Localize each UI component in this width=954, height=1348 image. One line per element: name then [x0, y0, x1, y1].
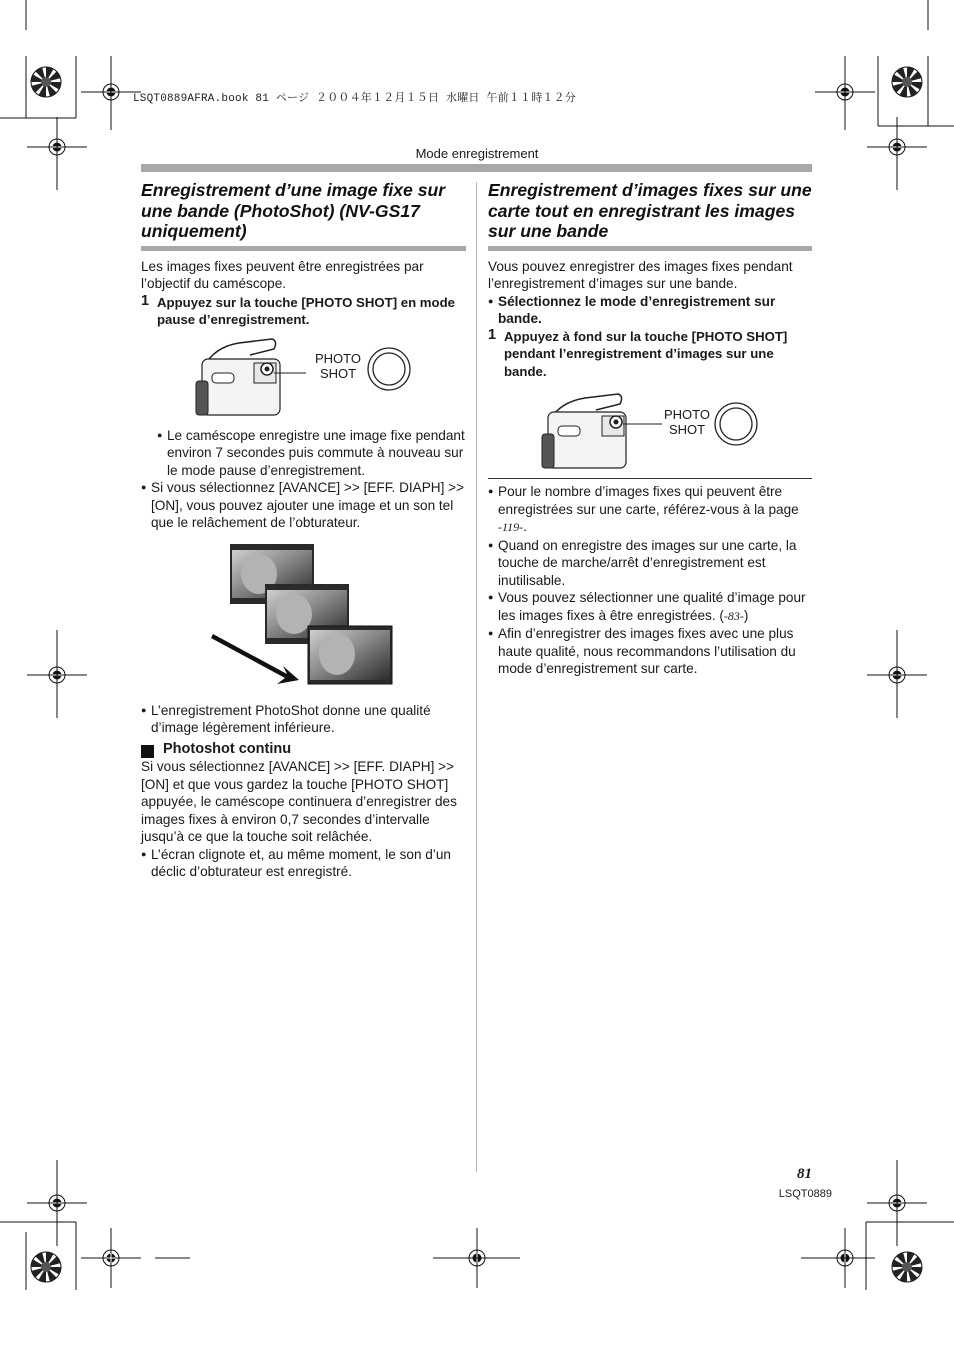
note-text: )	[743, 607, 749, 623]
right-step-text: Appuyez à fond sur la touche [PHOTO SHOT] pendant l’enregistrement d’images sur une bande.	[504, 328, 788, 379]
photo-label-line2: SHOT	[668, 422, 706, 437]
left-bullet-1: ● Le caméscope enregistre une image fixe pendant environ 7 secondes puis commute à nouveau sur le mode pause d’enregistrement.	[157, 427, 466, 480]
model-code: LSQT0889	[778, 1188, 832, 1200]
left-step-text: Appuyez sur la touche [PHOTO SHOT] en mode pause d’enregistrement.	[157, 294, 455, 327]
right-section-title: Enregistrement d’images fixes sur une carte tout en enregistrant les images sur une bande	[488, 180, 812, 241]
photoshot-sequence-illustration	[141, 544, 466, 694]
left-intro: Les images fixes peuvent être enregistrées par l’objectif du caméscope.	[141, 258, 424, 291]
right-column	[488, 180, 812, 678]
right-note-1	[488, 483, 812, 537]
right-note-3	[488, 589, 812, 625]
note-text: .	[523, 519, 527, 534]
photo-shot-label-right	[661, 407, 713, 437]
page-header: Mode enregistrement	[415, 146, 539, 161]
photo-shot-label-left	[312, 351, 364, 381]
photo-label-line1: PHOTO	[315, 350, 361, 366]
photoshot-continu-heading: Photoshot continu	[141, 741, 466, 759]
right-note-4: ● Afin d’enregistrer des images fixes avec une plus haute qualité, nous recommandons l’utilisation du mode d’enregistrement sur carte.	[488, 625, 812, 678]
camcorder-illustration-right	[488, 392, 812, 472]
right-title-rule	[488, 246, 812, 251]
notes-rule	[488, 478, 812, 479]
header-bar	[141, 164, 812, 172]
left-step-number: 1	[141, 292, 150, 309]
note-text: Pour le nombre d’images fixes qui peuvent être enregistrées sur une carte, référez-vous à la page	[498, 484, 799, 517]
left-step-1	[141, 294, 466, 329]
photo-shot-button-icon	[713, 401, 759, 447]
right-step-1	[488, 328, 812, 381]
photo-label-line1: PHOTO	[664, 407, 710, 422]
left-paragraph: Si vous sélectionnez [AVANCE] >> [EFF. DIAPH] >> [ON] et que vous gardez la touche [PHOTO SHOT] appuyée, le caméscope continuera d’enregistrer des images fixes à environ 0,7 secondes d’intervalle jusqu’à ce que la touche soit relâchée.	[141, 759, 457, 844]
right-intro: Vous pouvez enregistrer des images fixes pendant l’enregistrement d’images sur une bande.	[488, 258, 793, 291]
page-number: 81	[797, 1166, 812, 1182]
right-bullet-bold: ● Sélectionnez le mode d’enregistrement sur bande.	[488, 293, 812, 328]
photo-label-line2: SHOT	[319, 365, 357, 381]
left-title-rule	[141, 246, 466, 251]
left-bullet-4: ● L’écran clignote et, au même moment, le son d’un déclic d’obturateur est enregistré.	[141, 846, 466, 881]
right-step-number: 1	[488, 326, 497, 343]
right-note-2: ● Quand on enregistre des images sur une carte, la touche de marche/arrêt d’enregistrement est inutilisable.	[488, 537, 812, 590]
left-bullet-2: ● Si vous sélectionnez [AVANCE] >> [EFF. DIAPH] >> [ON], vous pouvez ajouter une image et un son tel que le relâchement de l’obturateur.	[141, 479, 466, 532]
page-ref: -83-	[723, 608, 744, 623]
page-ref: -119-	[498, 520, 524, 534]
left-bullet-3: ● L’enregistrement PhotoShot donne une qualité d’image légèrement inférieure.	[141, 702, 466, 737]
camcorder-illustration-left	[141, 337, 466, 421]
column-divider	[476, 182, 477, 1172]
lion-photos	[141, 544, 466, 694]
left-section-title: Enregistrement d’une image fixe sur une bande (PhotoShot) (NV-GS17 uniquement)	[141, 180, 446, 241]
print-info: LSQT0889AFRA.book 81 ページ ２００４年１２月１５日 水曜日 午前１１時１２分	[133, 93, 577, 105]
note-text: Vous pouvez sélectionner une qualité d’image pour les images fixes à être enregistrées. (	[498, 590, 806, 623]
left-column	[141, 180, 466, 881]
photo-shot-button-icon	[366, 346, 412, 392]
